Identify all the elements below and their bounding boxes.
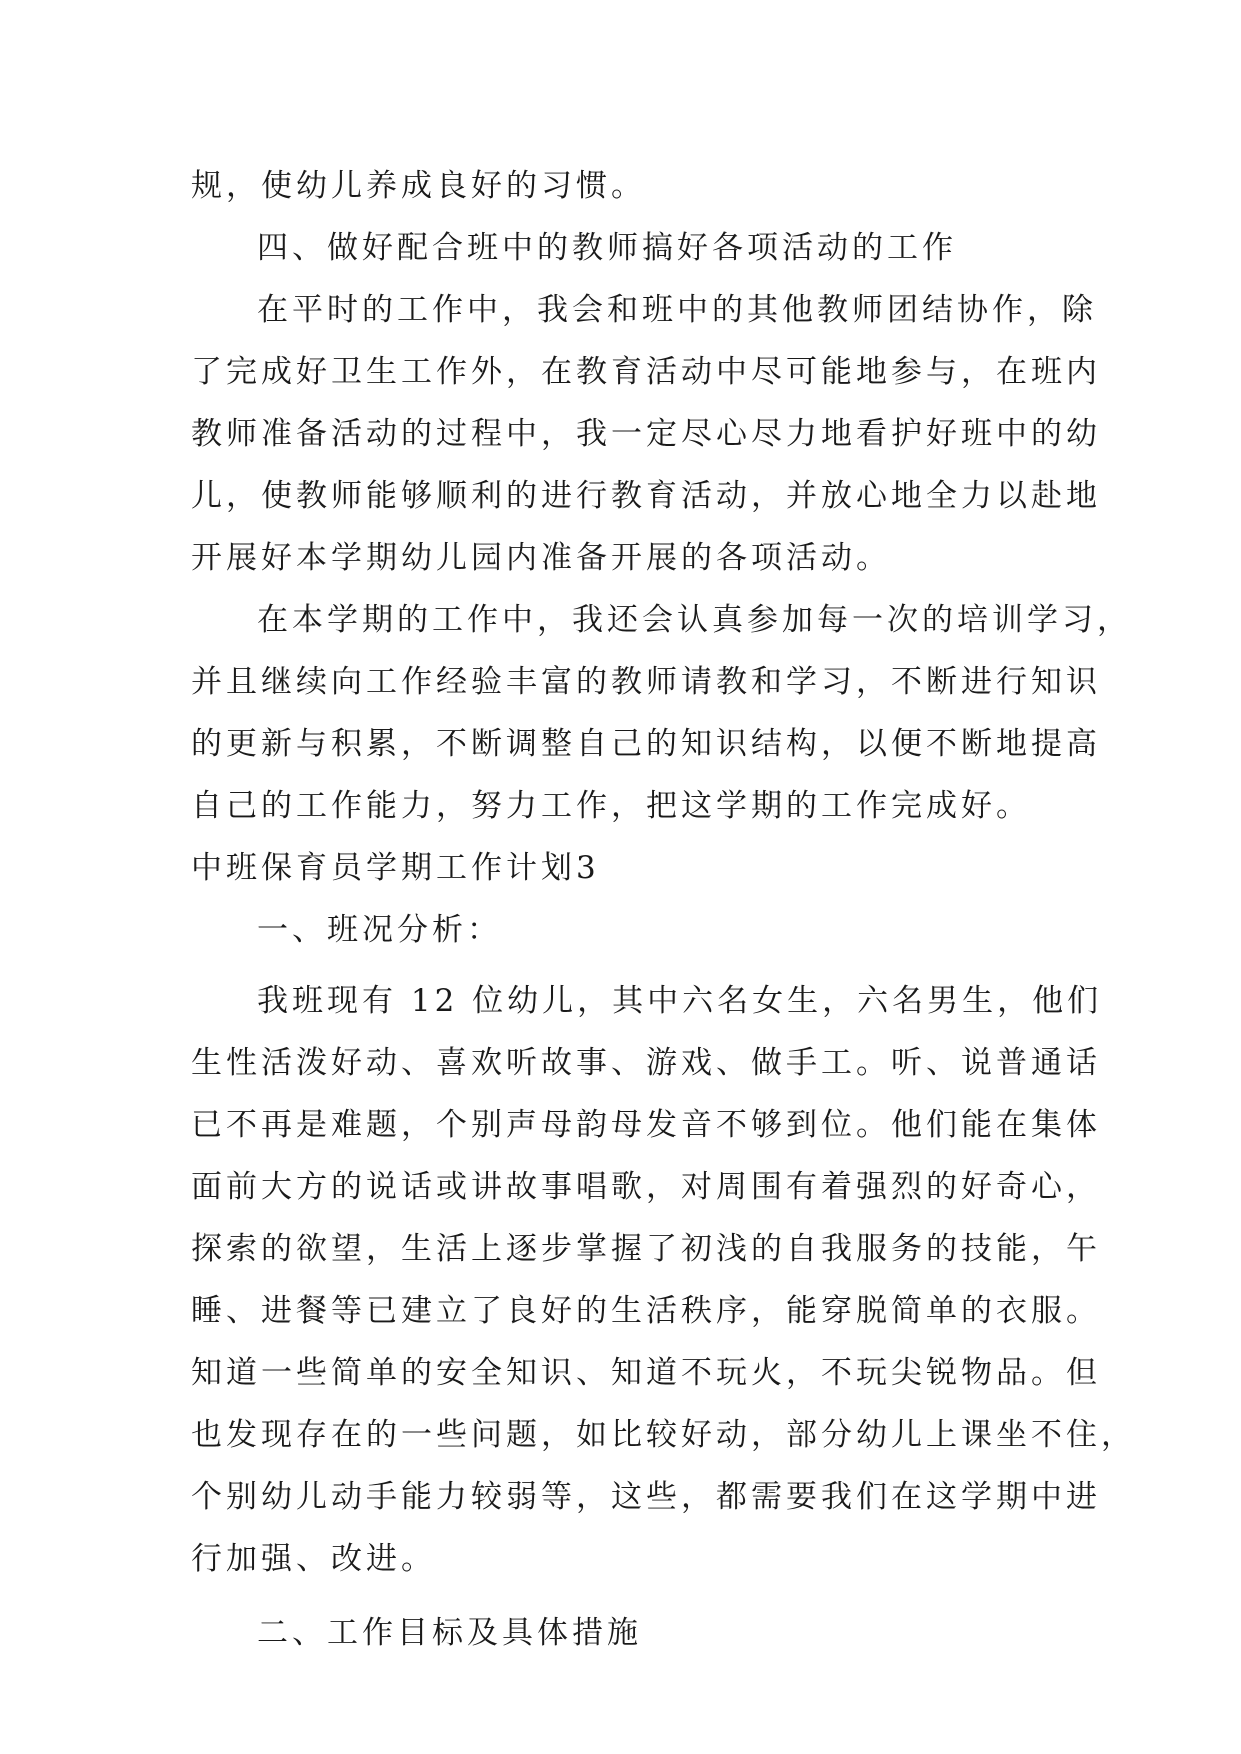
paragraph-line: 规，使幼儿养成良好的习惯。	[191, 168, 646, 204]
paragraph-line: 并且继续向工作经验丰富的教师请教和学习，不断进行知识	[191, 664, 1101, 700]
paragraph-line: 的更新与积累，不断调整自己的知识结构，以便不断地提高	[191, 726, 1101, 762]
paragraph-line: 开展好本学期幼儿园内准备开展的各项活动。	[191, 540, 891, 576]
paragraph-line: 自己的工作能力，努力工作，把这学期的工作完成好。	[191, 788, 1031, 824]
paragraph-line: 个别幼儿动手能力较弱等，这些，都需要我们在这学期中进	[191, 1479, 1101, 1515]
paragraph-line: 生性活泼好动、喜欢听故事、游戏、做手工。听、说普通话	[191, 1045, 1101, 1081]
paragraph-line: 睡、进餐等已建立了良好的生活秩序，能穿脱简单的衣服。	[191, 1293, 1101, 1329]
paragraph-line: 在本学期的工作中，我还会认真参加每一次的培训学习，	[257, 602, 1132, 638]
paragraph-line: 知道一些简单的安全知识、知道不玩火，不玩尖锐物品。但	[191, 1355, 1101, 1391]
paragraph-line: 在平时的工作中，我会和班中的其他教师团结协作，除	[257, 292, 1097, 328]
paragraph-line: 了完成好卫生工作外，在教育活动中尽可能地参与，在班内	[191, 354, 1101, 390]
paragraph-line: 探索的欲望，生活上逐步掌握了初浅的自我服务的技能，午	[191, 1231, 1101, 1267]
paragraph-line: 面前大方的说话或讲故事唱歌，对周围有着强烈的好奇心，	[191, 1169, 1101, 1205]
paragraph-line: 也发现存在的一些问题，如比较好动，部分幼儿上课坐不住，	[191, 1417, 1136, 1453]
paragraph-line: 已不再是难题，个别声母韵母发音不够到位。他们能在集体	[191, 1107, 1101, 1143]
paragraph-line: 教师准备活动的过程中，我一定尽心尽力地看护好班中的幼	[191, 416, 1101, 452]
section-heading: 四、做好配合班中的教师搞好各项活动的工作	[257, 230, 957, 266]
document-title: 中班保育员学期工作计划3	[191, 850, 600, 886]
paragraph-line: 我班现有 12 位幼儿，其中六名女生，六名男生，他们	[257, 983, 1103, 1019]
section-heading: 二、工作目标及具体措施	[257, 1615, 642, 1651]
document-body	[191, 155, 1136, 1664]
paragraph-line: 行加强、改进。	[191, 1541, 436, 1577]
section-heading: 一、班况分析：	[257, 912, 502, 948]
paragraph-line: 儿，使教师能够顺利的进行教育活动，并放心地全力以赴地	[191, 478, 1101, 514]
